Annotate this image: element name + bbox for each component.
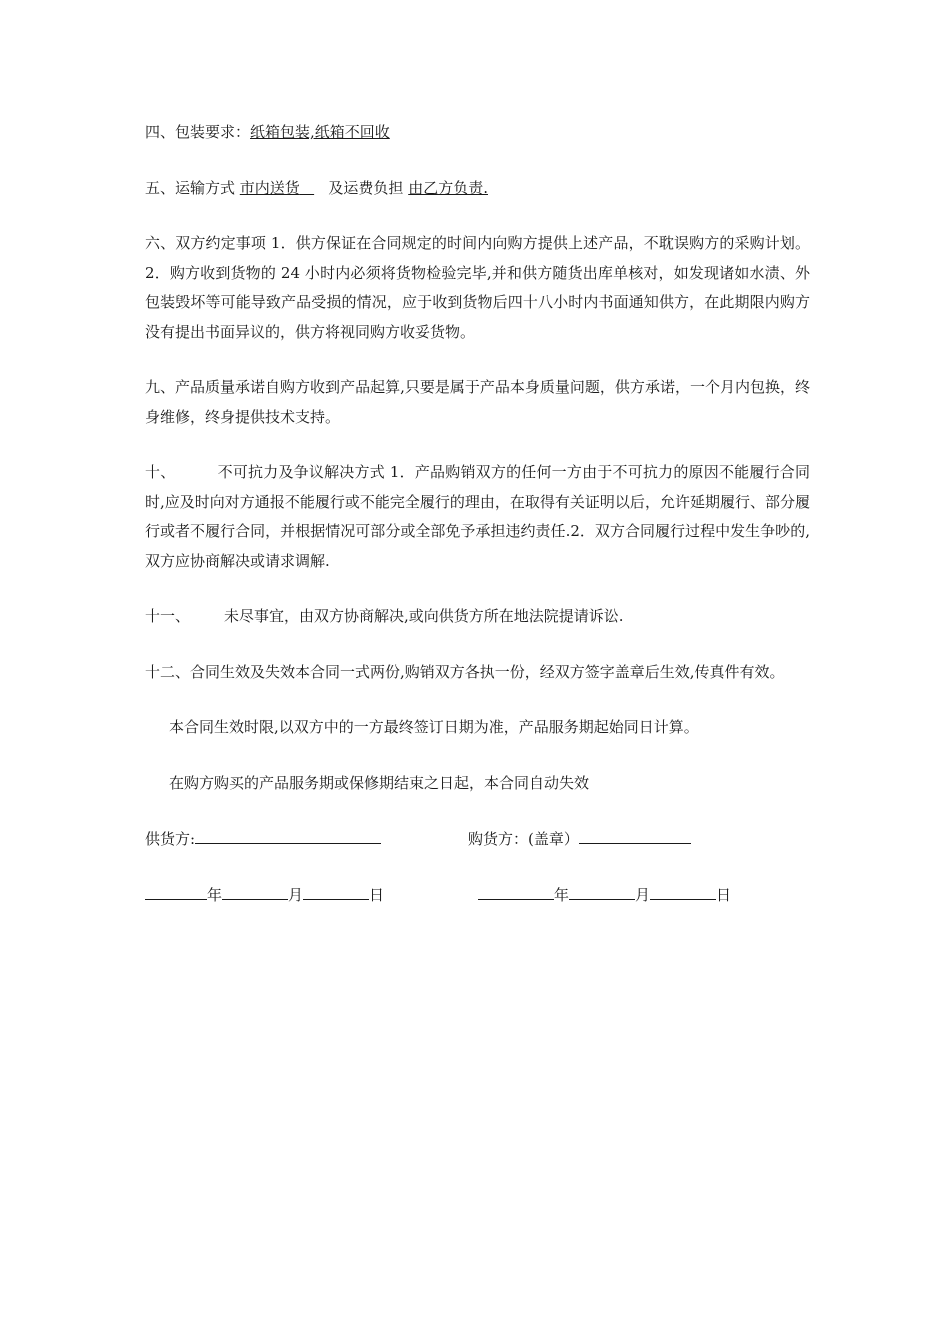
section-quality: 九、产品质量承诺自购方收到产品起算,只要是属于产品本身质量问题，供方承诺，一个月内包换，终身维修，终身提供技术支持。 xyxy=(145,378,810,426)
signature-row xyxy=(145,824,810,854)
effective-time: 本合同生效时限,以双方中的一方最终签订日期为准，产品服务期起始同日计算。 xyxy=(169,718,699,736)
other-number: 十一、 xyxy=(145,607,191,625)
buyer-year-label: 年 xyxy=(554,886,570,904)
buyer-month-line[interactable] xyxy=(569,881,635,900)
supplier-date xyxy=(145,880,384,910)
freight-label: 及运费负担 xyxy=(328,178,409,197)
section-force-majeure xyxy=(145,458,810,576)
transport-value-wrap xyxy=(240,179,314,197)
buyer-year-line[interactable] xyxy=(478,881,554,900)
buyer-label: 购货方：(盖章） xyxy=(468,830,579,848)
buyer-signature xyxy=(468,824,691,854)
buyer-month-label: 月 xyxy=(635,886,651,904)
supplier-year-label: 年 xyxy=(207,886,223,904)
packaging-label: 四、包装要求： xyxy=(145,123,251,141)
buyer-date xyxy=(478,880,731,910)
section-other xyxy=(145,602,810,632)
supplier-signature xyxy=(145,824,381,854)
section-effective: 十二、合同生效及失效本合同一式两份,购销双方各执一份，经双方签字盖章后生效,传真件有效。 xyxy=(145,662,785,681)
section-packaging xyxy=(145,118,810,148)
force-majeure-number: 十、 xyxy=(145,463,176,481)
buyer-day-line[interactable] xyxy=(650,881,716,900)
other-text: 未尽事宜，由双方协商解决,或向供货方所在地法院提请诉讼. xyxy=(224,607,624,625)
supplier-label: 供货方: xyxy=(145,830,196,848)
supplier-signature-line[interactable] xyxy=(195,825,381,844)
contract-page xyxy=(145,118,810,936)
section-agreement: 六、双方约定事项 1．供方保证在合同规定的时间内向购方提供上述产品，不耽误购方的采购计划。2．购方收到货物的 24 小时内必须将货物检验完毕,并和供方随货出库单核对，如发现诸如水渍、外包装毁坏等可能导致产品受损的情况，应于收到货物后四十八小时内书面通知供方，在此期限内购方没有提出书面异议的，供方将视同购方收妥货物。 xyxy=(145,234,810,341)
section-transport xyxy=(145,174,810,204)
expiry-clause: 在购方购买的产品服务期或保修期结束之日起，本合同自动失效 xyxy=(169,773,590,792)
transport-value: 市内送货 xyxy=(239,178,300,197)
buyer-signature-line[interactable] xyxy=(579,825,691,844)
supplier-month-label: 月 xyxy=(288,886,304,904)
force-majeure-text: 不可抗力及争议解决方式 1．产品购销双方的任何一方由于不可抗力的原因不能履行合同时,应及时向对方通报不能履行或不能完全履行的理由，在取得有关证明以后，允许延期履行、部分履行或者不履行合同，并根据情况可部分或全部免予承担违约责任.2．双方合同履行过程中发生争吵的,双方应协商解决或请求调解. xyxy=(145,463,810,570)
supplier-year-line[interactable] xyxy=(145,881,207,900)
buyer-day-label: 日 xyxy=(716,886,732,904)
supplier-day-line[interactable] xyxy=(303,881,369,900)
supplier-day-label: 日 xyxy=(369,886,385,904)
date-row xyxy=(145,880,810,910)
transport-label: 五、运输方式 xyxy=(145,178,240,197)
supplier-month-line[interactable] xyxy=(222,881,288,900)
packaging-value: 纸箱包装,纸箱不回收 xyxy=(250,123,390,141)
freight-value: 由乙方负责. xyxy=(408,178,488,197)
